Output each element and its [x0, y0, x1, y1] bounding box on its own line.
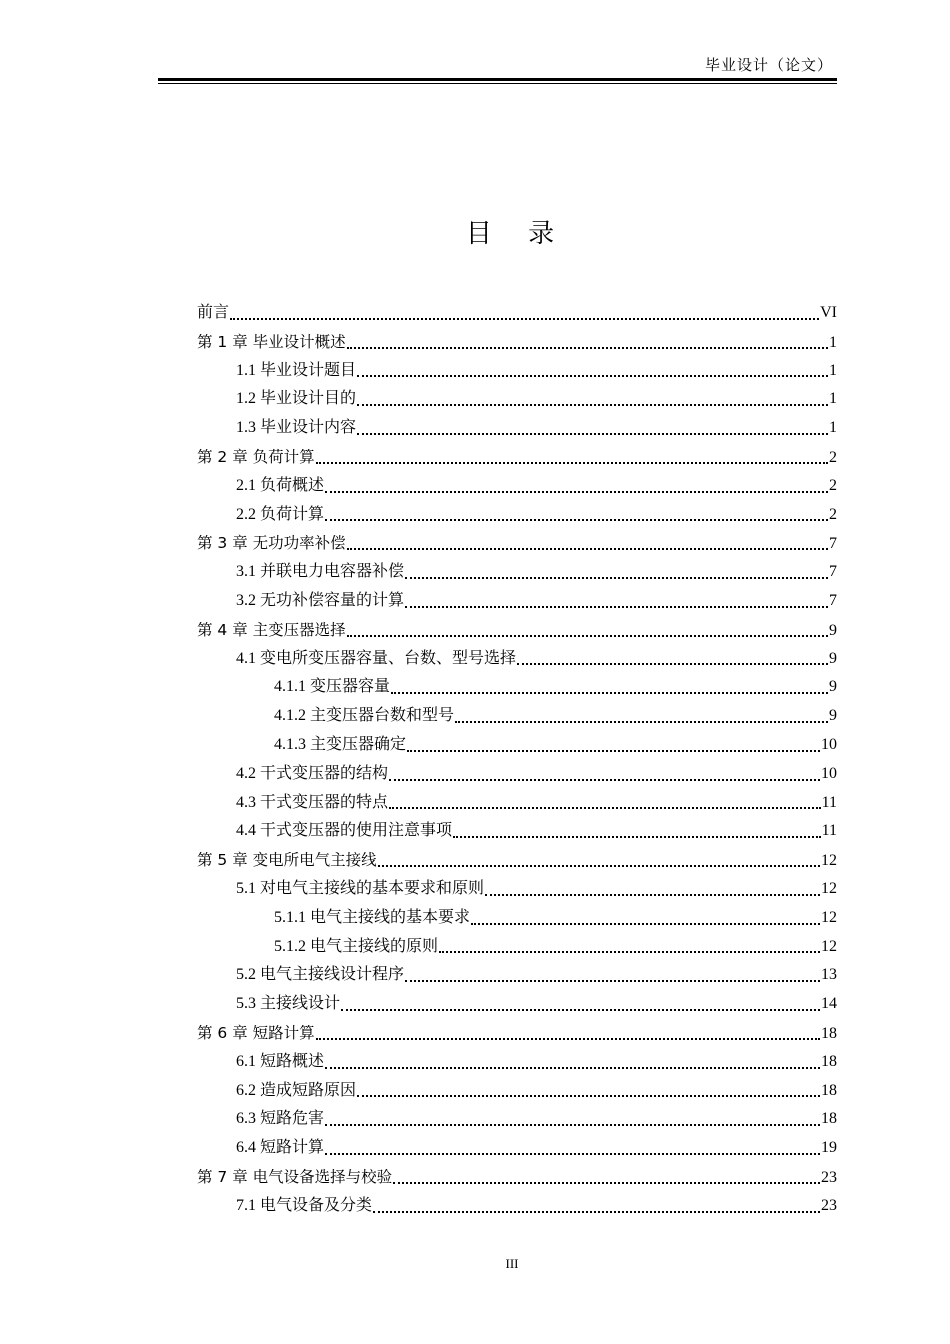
- toc-entry-label: 4.1.2 主变压器台数和型号: [274, 707, 455, 725]
- toc-section-entry[interactable]: [197, 385, 837, 414]
- toc-dot-leader: [453, 836, 821, 838]
- toc-entry-label: 1.3 毕业设计内容: [236, 419, 357, 437]
- toc-entry-page: 23: [821, 1168, 837, 1186]
- toc-entry-page: 2: [829, 476, 837, 494]
- header-rule: [158, 78, 837, 81]
- toc-section-entry[interactable]: [197, 558, 837, 587]
- toc-section-entry[interactable]: [197, 961, 837, 990]
- toc-chapter-entry[interactable]: [197, 529, 837, 558]
- toc-chapter-entry[interactable]: [197, 1163, 837, 1192]
- toc-chapter-entry[interactable]: [197, 328, 837, 357]
- toc-entry-page: 7: [829, 535, 837, 553]
- toc-entry-label: 6.1 短路概述: [236, 1052, 325, 1070]
- toc-subsection-entry[interactable]: [197, 904, 837, 933]
- toc-chapter-entry[interactable]: [197, 846, 837, 875]
- toc-entry-label: 2.2 负荷计算: [236, 505, 325, 523]
- toc-entry-label: 5.1 对电气主接线的基本要求和原则: [236, 879, 485, 897]
- toc-entry-page: 12: [821, 879, 837, 897]
- toc-dot-leader: [455, 721, 828, 723]
- toc-section-entry[interactable]: [197, 1192, 837, 1221]
- toc-section-entry[interactable]: [197, 472, 837, 501]
- toc-entry-page: VI: [820, 304, 837, 321]
- toc-dot-leader: [316, 1038, 820, 1040]
- toc-dot-leader: [325, 1124, 820, 1126]
- page-number: III: [505, 1256, 519, 1271]
- header-rule-thin: [158, 83, 837, 84]
- toc-chapter-entry[interactable]: [197, 1019, 837, 1048]
- toc-dot-leader: [357, 433, 828, 435]
- toc-entry-page: 18: [821, 1024, 837, 1042]
- toc-entry-page: 1: [829, 419, 837, 437]
- toc-entry-page: 10: [821, 764, 837, 782]
- toc-entry-page: 7: [829, 591, 837, 609]
- toc-entry-page: 11: [821, 822, 837, 840]
- toc-subsection-entry[interactable]: [197, 673, 837, 702]
- toc-dot-leader: [347, 635, 828, 637]
- toc-dot-leader: [405, 606, 828, 608]
- toc-entry-label: 7.1 电气设备及分类: [236, 1196, 373, 1214]
- toc-dot-leader: [389, 779, 820, 781]
- toc-chapter-entry[interactable]: [197, 616, 837, 645]
- toc-dot-leader: [325, 1067, 820, 1069]
- toc-subsection-entry[interactable]: [197, 933, 837, 962]
- toc-entry-page: 9: [829, 707, 837, 725]
- toc-entry-label: 1.2 毕业设计目的: [236, 390, 357, 408]
- toc-dot-leader: [325, 1153, 820, 1155]
- toc-dot-leader: [316, 462, 828, 464]
- toc-entry-page: 9: [829, 678, 837, 696]
- toc-entry-label: 5.1.2 电气主接线的原则: [274, 937, 439, 955]
- toc-entry-page: 13: [821, 966, 837, 984]
- toc-section-entry[interactable]: [197, 357, 837, 386]
- toc-dot-leader: [325, 519, 828, 521]
- toc-entry-label: 第 5 章 变电所电气主接线: [197, 851, 377, 870]
- toc-entry-label: 6.4 短路计算: [236, 1139, 325, 1157]
- toc-entry-page: 1: [829, 361, 837, 379]
- toc-chapter-entry[interactable]: [197, 299, 837, 328]
- toc-entry-page: 11: [821, 793, 837, 811]
- toc-section-entry[interactable]: [197, 875, 837, 904]
- toc-entry-page: 2: [829, 448, 837, 466]
- toc-entry-label: 4.1.3 主变压器确定: [274, 735, 407, 753]
- toc-entry-label: 6.3 短路危害: [236, 1110, 325, 1128]
- toc-entry-page: 12: [821, 852, 837, 870]
- toc-entry-label: 4.3 干式变压器的特点: [236, 793, 389, 811]
- toc-entry-label: 4.1.1 变压器容量: [274, 678, 391, 696]
- toc-entry-page: 18: [821, 1110, 837, 1128]
- toc-entry-label: 第 4 章 主变压器选择: [197, 620, 346, 639]
- toc-entry-page: 10: [821, 735, 837, 753]
- toc-dot-leader: [389, 807, 821, 809]
- toc-dot-leader: [391, 692, 828, 694]
- header-title: 毕业设计（论文）: [704, 58, 833, 74]
- toc-section-entry[interactable]: [197, 1048, 837, 1077]
- toc-dot-leader: [230, 318, 819, 320]
- toc-entry-label: 前言: [197, 304, 230, 321]
- toc-entry-label: 6.2 造成短路原因: [236, 1081, 357, 1099]
- toc-dot-leader: [373, 1211, 820, 1213]
- toc-dot-leader: [325, 491, 828, 493]
- toc-entry-label: 第 2 章 负荷计算: [197, 447, 315, 466]
- toc-section-entry[interactable]: [197, 990, 837, 1019]
- toc-entry-label: 1.1 毕业设计题目: [236, 361, 357, 379]
- toc-entry-page: 18: [821, 1052, 837, 1070]
- toc-entry-label: 3.1 并联电力电容器补偿: [236, 563, 405, 581]
- toc-dot-leader: [407, 750, 820, 752]
- toc-entry-label: 5.1.1 电气主接线的基本要求: [274, 908, 471, 926]
- toc-section-entry[interactable]: [197, 1077, 837, 1106]
- table-of-contents: [197, 299, 837, 1221]
- toc-dot-leader: [439, 951, 820, 953]
- toc-entry-label: 第 1 章 毕业设计概述: [197, 332, 346, 351]
- toc-section-entry[interactable]: [197, 760, 837, 789]
- toc-entry-label: 第 7 章 电气设备选择与校验: [197, 1167, 393, 1186]
- toc-entry-page: 12: [821, 908, 837, 926]
- toc-dot-leader: [347, 548, 828, 550]
- toc-chapter-entry[interactable]: [197, 443, 837, 472]
- toc-entry-page: 9: [829, 649, 837, 667]
- toc-section-entry[interactable]: [197, 817, 837, 846]
- toc-section-entry[interactable]: [197, 587, 837, 616]
- toc-section-entry[interactable]: [197, 1134, 837, 1163]
- toc-section-entry[interactable]: [197, 1105, 837, 1134]
- toc-section-entry[interactable]: [197, 414, 837, 443]
- toc-entry-page: 1: [829, 390, 837, 408]
- toc-entry-page: 2: [829, 505, 837, 523]
- toc-dot-leader: [405, 577, 828, 579]
- toc-entry-label: 3.2 无功补偿容量的计算: [236, 591, 405, 609]
- toc-dot-leader: [393, 1182, 820, 1184]
- toc-section-entry[interactable]: [197, 789, 837, 818]
- toc-entry-label: 4.4 干式变压器的使用注意事项: [236, 822, 453, 840]
- toc-dot-leader: [471, 923, 820, 925]
- toc-entry-label: 第 3 章 无功功率补偿: [197, 534, 346, 553]
- toc-section-entry[interactable]: [197, 501, 837, 530]
- toc-entry-page: 1: [829, 333, 837, 351]
- toc-entry-page: 9: [829, 621, 837, 639]
- toc-entry-label: 2.1 负荷概述: [236, 476, 325, 494]
- toc-entry-label: 5.3 主接线设计: [236, 995, 341, 1013]
- toc-dot-leader: [357, 404, 828, 406]
- toc-dot-leader: [517, 663, 828, 665]
- toc-entry-label: 5.2 电气主接线设计程序: [236, 966, 405, 984]
- toc-dot-leader: [405, 980, 820, 982]
- toc-entry-page: 23: [821, 1196, 837, 1214]
- toc-dot-leader: [378, 865, 820, 867]
- toc-title: 目 录: [465, 219, 569, 250]
- toc-entry-page: 7: [829, 563, 837, 581]
- toc-dot-leader: [341, 1009, 820, 1011]
- toc-entry-page: 19: [821, 1139, 837, 1157]
- toc-entry-page: 14: [821, 995, 837, 1013]
- toc-dot-leader: [347, 347, 828, 349]
- toc-dot-leader: [485, 894, 820, 896]
- toc-entry-label: 第 6 章 短路计算: [197, 1023, 315, 1042]
- toc-entry-page: 18: [821, 1081, 837, 1099]
- toc-entry-page: 12: [821, 937, 837, 955]
- toc-subsection-entry[interactable]: [197, 731, 837, 760]
- toc-entry-label: 4.2 干式变压器的结构: [236, 764, 389, 782]
- toc-dot-leader: [357, 375, 828, 377]
- toc-entry-label: 4.1 变电所变压器容量、台数、型号选择: [236, 649, 517, 667]
- toc-section-entry[interactable]: [197, 645, 837, 674]
- toc-subsection-entry[interactable]: [197, 702, 837, 731]
- toc-dot-leader: [357, 1095, 820, 1097]
